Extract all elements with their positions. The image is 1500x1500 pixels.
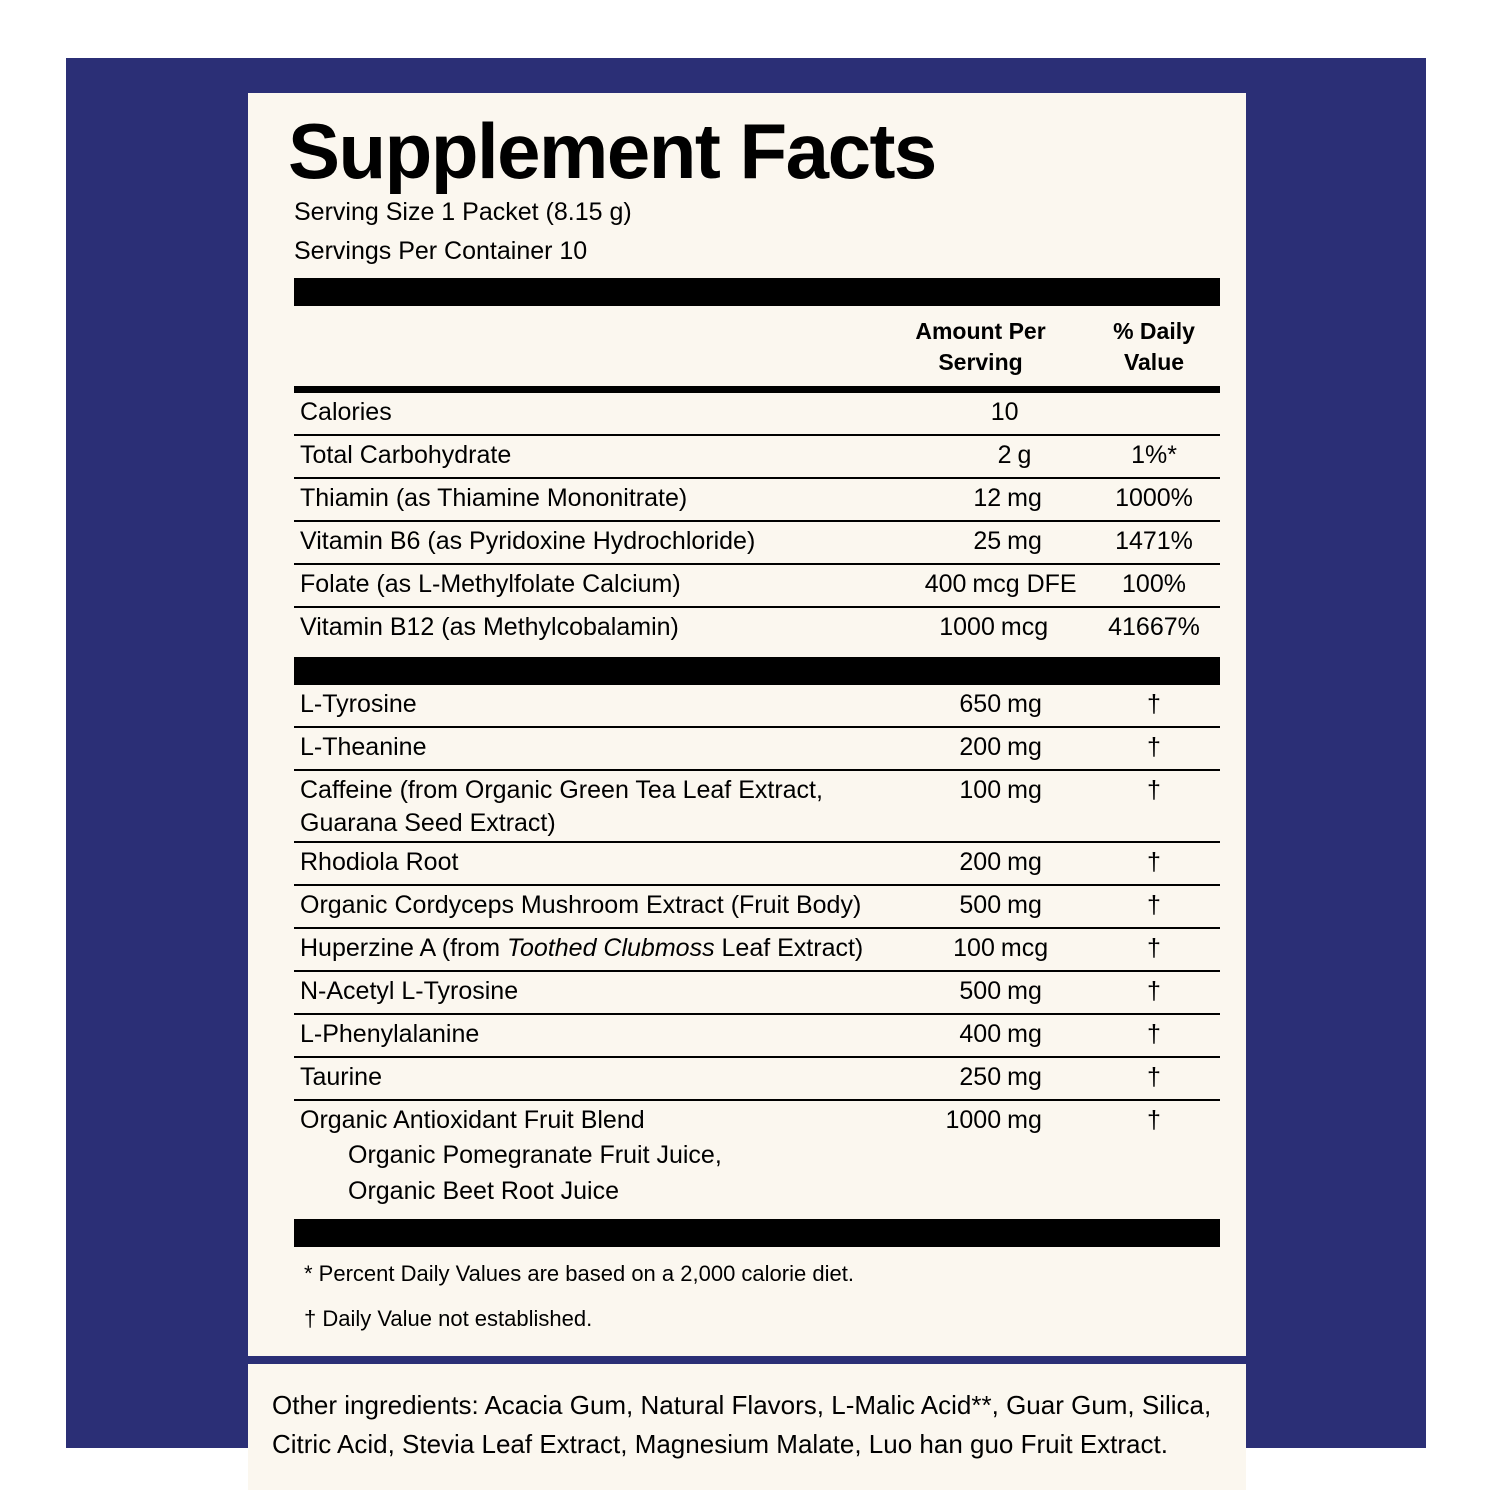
table-row [294, 393, 1220, 434]
header-spacer [294, 316, 873, 378]
ingredient-amount-unit: mg [1007, 1106, 1042, 1135]
nutrient-amount [873, 568, 1088, 601]
nutrient-amount-unit: mg [1007, 484, 1042, 513]
table-row [294, 843, 1220, 884]
nutrient-name: Total Carbohydrate [300, 441, 512, 470]
header-dv-line2: Value [1123, 349, 1185, 376]
ingredient-name: N-Acetyl L-Tyrosine [300, 977, 519, 1006]
table-row [294, 771, 1220, 841]
ingredient-amount [873, 932, 1088, 965]
nutrient-dv: 1471% [1115, 527, 1193, 556]
nutrient-dv: 1000% [1115, 484, 1193, 513]
ingredient-dv: † [1147, 776, 1161, 805]
footnote-daily-value-not-established: † Daily Value not established. [304, 1305, 593, 1331]
ingredient-amount-unit: mg [1007, 776, 1042, 805]
ingredient-name [294, 774, 873, 839]
ingredient-dv: † [1147, 733, 1161, 762]
ingredient-amount-number: 500 [959, 891, 1002, 920]
ingredient-name: Taurine [300, 1063, 382, 1092]
ingredient-amount-unit: mcg [1000, 934, 1049, 963]
nutrient-amount [873, 396, 1088, 429]
ingredient-dv: † [1147, 977, 1161, 1006]
ingredient-name: L-Theanine [300, 733, 427, 762]
ingredient-dv: † [1147, 1020, 1161, 1049]
ingredient-name: L-Phenylalanine [300, 1020, 480, 1049]
ingredient-amount-number: 650 [959, 690, 1002, 719]
ingredient-amount-unit: mg [1007, 690, 1042, 719]
ingredient-amount-number: 1000 [945, 1106, 1002, 1135]
nutrient-name: Calories [300, 398, 392, 427]
nutrient-dv: 1%* [1131, 441, 1177, 470]
table-row [294, 1058, 1220, 1099]
facts-box [248, 93, 1246, 1356]
huperzine-suffix: Leaf Extract) [714, 934, 864, 963]
ingredient-name: Organic Cordyceps Mushroom Extract (Fruit Body) [300, 891, 862, 920]
ingredient-name [294, 1104, 873, 1209]
ingredient-dv: † [1147, 848, 1161, 877]
ingredient-amount-unit: mg [1007, 891, 1042, 920]
ingredient-amount-unit: mg [1007, 733, 1042, 762]
ingredient-amount-number: 400 [959, 1020, 1002, 1049]
serving-size: Serving Size 1 Packet (8.15 g) [294, 197, 632, 226]
ingredient-amount-number: 200 [959, 848, 1002, 877]
table-row [294, 479, 1220, 520]
ingredient-amount-number: 200 [959, 733, 1002, 762]
nutrient-amount-number: 2 [997, 441, 1012, 470]
ingredient-amount-unit: mg [1007, 1063, 1042, 1092]
nutrient-amount-unit: mcg DFE [972, 570, 1077, 599]
nutrient-dv: 41667% [1108, 613, 1200, 642]
other-ingredients-box [248, 1364, 1246, 1490]
divider-thick-footnotes [294, 1219, 1220, 1247]
ingredient-amount [873, 1018, 1088, 1051]
ingredient-dv: † [1147, 1106, 1161, 1135]
ingredient-dv: † [1147, 1063, 1161, 1092]
nutrient-amount-unit: mg [1007, 527, 1042, 556]
header-amount-line1: Amount Per [915, 318, 1046, 345]
ingredient-name [294, 932, 873, 965]
nutrient-name: Vitamin B12 (as Methylcobalamin) [300, 613, 679, 642]
ingredient-amount [873, 1104, 1088, 1137]
nutrient-amount-number: 400 [924, 570, 967, 599]
nutrient-amount [873, 482, 1088, 515]
nutrient-amount-number: 1000 [939, 613, 995, 642]
column-headers [294, 306, 1220, 386]
ingredient-amount-number: 250 [959, 1063, 1002, 1092]
footnotes [274, 1247, 1220, 1355]
nutrient-amount-number: 10 [990, 398, 1019, 427]
nutrient-amount-unit: mcg [1000, 613, 1049, 642]
ingredient-amount [873, 1061, 1088, 1094]
nutrient-dv: 100% [1122, 570, 1186, 599]
table-row [294, 972, 1220, 1013]
ingredient-amount-unit: mg [1007, 1020, 1042, 1049]
huperzine-source-italic: Toothed Clubmoss [507, 934, 715, 963]
ingredient-amount [873, 774, 1088, 807]
divider-mid-header [294, 386, 1220, 393]
footnote-percent-daily-value: * Percent Daily Values are based on a 2,000 calorie diet. [304, 1261, 854, 1287]
header-dv-line1: % Daily [1113, 318, 1195, 345]
header-daily-value [1088, 316, 1220, 378]
caffeine-line-2: Guarana Seed Extract) [300, 808, 556, 837]
ingredient-amount [873, 846, 1088, 879]
table-row [294, 522, 1220, 563]
nutrient-name: Thiamin (as Thiamine Mononitrate) [300, 484, 688, 513]
ingredient-name: Rhodiola Root [300, 848, 459, 877]
fruit-blend-title: Organic Antioxidant Fruit Blend [300, 1106, 645, 1135]
table-row [294, 436, 1220, 477]
other-ingredients-text: Other ingredients: Acacia Gum, Natural Flavors, L-Malic Acid**, Guar Gum, Silica, Citric Acid, Stevia Leaf Extract, Magnesium Malate, Luo han guo Fruit Extract. [272, 1390, 1212, 1459]
nutrient-amount [873, 525, 1088, 558]
ingredient-amount [873, 688, 1088, 721]
ingredient-amount-number: 500 [959, 977, 1002, 1006]
nutrient-amount [873, 439, 1088, 472]
nutrient-amount [873, 611, 1088, 644]
ingredient-amount [873, 731, 1088, 764]
supplement-facts-panel [248, 93, 1246, 1356]
nutrient-amount-number: 12 [973, 484, 1002, 513]
table-row [294, 886, 1220, 927]
ingredient-dv: † [1147, 690, 1161, 719]
page-title: Supplement Facts [288, 107, 936, 195]
table-row [294, 685, 1220, 726]
nutrient-amount-number: 25 [973, 527, 1002, 556]
table-row [294, 565, 1220, 606]
table-row [294, 728, 1220, 769]
ingredient-amount-unit: mg [1007, 977, 1042, 1006]
divider-thick-blend [294, 657, 1220, 685]
ingredient-amount-number: 100 [959, 776, 1002, 805]
nutrient-name: Folate (as L-Methylfolate Calcium) [300, 570, 681, 599]
ingredient-amount-unit: mg [1007, 848, 1042, 877]
ingredient-amount [873, 975, 1088, 1008]
fruit-blend-sub-2: Organic Beet Root Juice [348, 1177, 619, 1206]
ingredient-amount [873, 889, 1088, 922]
header-amount-line2: Serving [938, 349, 1023, 376]
nutrient-name: Vitamin B6 (as Pyridoxine Hydrochloride) [300, 527, 756, 556]
table-row [294, 1101, 1220, 1211]
ingredient-name: L-Tyrosine [300, 690, 417, 719]
huperzine-prefix: Huperzine A (from [300, 934, 508, 963]
ingredient-dv: † [1147, 934, 1161, 963]
servings-per-container: Servings Per Container 10 [294, 236, 588, 265]
table-row [294, 929, 1220, 970]
nutrient-amount-unit: g [1017, 441, 1032, 470]
table-row [294, 1015, 1220, 1056]
divider-thick-top [294, 278, 1220, 306]
header-amount-per-serving [873, 316, 1088, 378]
ingredient-dv: † [1147, 891, 1161, 920]
table-row [294, 608, 1220, 649]
fruit-blend-sub-1: Organic Pomegranate Fruit Juice, [348, 1140, 722, 1169]
caffeine-line-1: Caffeine (from Organic Green Tea Leaf Extract, [300, 776, 823, 805]
ingredient-amount-number: 100 [953, 934, 995, 963]
